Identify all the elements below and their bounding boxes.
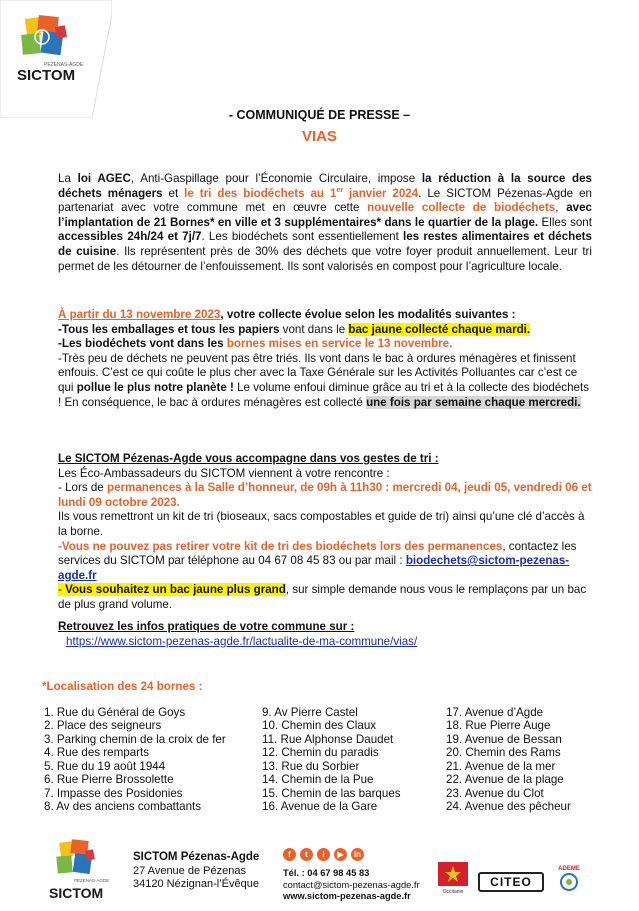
- list-item: 10. Chemin des Claux: [262, 719, 377, 733]
- info-section: Retrouvez les infos pratiques de votre commune sur : https://www.sictom-pezenas-agde.fr/lactualite-de-ma-commune/vias/: [58, 620, 418, 648]
- youtube-icon[interactable]: ▶: [334, 848, 347, 861]
- list-item: 19. Avenue de Bessan: [446, 732, 562, 746]
- commune-url-link[interactable]: https://www.sictom-pezenas-agde.fr/lactualite-de-ma-commune/vias/: [66, 634, 418, 648]
- intro-paragraph: La loi AGEC, Anti-Gaspillage pour l’Économie Circulaire, impose la réduction à la source des déchets ménagers et le tri des biodéchets au 1er janvier 2024. Le SICTOM Pézenas-Agde en partenariat avec votre commune met en œuvre cette nouvelle collecte de biodéchets, avec l’implantation de 21 Bornes* en ville et 3 supplémentaires* dans le quartier de la plage. Elles sont accessibles 24h/24 et 7j/7. Les biodéchets sont essentiellement les restes alimentaires et déchets de cuisine. Ils représentent près de 30% des déchets que votre foyer produit annuellement. Leur tri permet de les détourner de l’enfouissement. Ils sont valorisés en compost pour l’agriculture locale.: [58, 172, 593, 273]
- list-item: 14. Chemin de la Pue: [262, 773, 374, 787]
- list-item: 20. Chemin des Rams: [446, 746, 561, 760]
- contact-email: contact@sictom-pezenas-agde.fr: [283, 879, 420, 890]
- list-item: 7. Impasse des Posidonies: [44, 786, 183, 800]
- list-item: 13. Rue du Sorbier: [262, 759, 360, 773]
- list-item: 4. Rue des remparts: [44, 746, 150, 760]
- svg-text:SICTOM: SICTOM: [49, 885, 104, 901]
- footer-contact: Tél. : 04 67 98 45 83 contact@sictom-pezenas-agde.fr www.sictom-pezenas-agde.fr: [283, 868, 420, 902]
- list-item: 6. Rue Pierre Brossolette: [44, 773, 174, 787]
- list-item: 1. Rue du Général de Goys: [44, 706, 186, 719]
- occitanie-logo: [438, 862, 468, 896]
- list-item: 24. Avenue des pêcheur: [446, 800, 571, 814]
- list-item: 23. Avenue du Clot: [446, 786, 544, 800]
- svg-text:ADEME: ADEME: [558, 866, 580, 872]
- instagram-icon[interactable]: i: [317, 848, 330, 861]
- list-item: 21. Avenue de la mer: [446, 759, 556, 773]
- facebook-icon[interactable]: f: [283, 848, 296, 861]
- schedule-date: À partir du 13 novembre 2023: [58, 308, 221, 321]
- list-item: 18. Rue Pierre Auge: [446, 719, 551, 733]
- list-item: 22. Avenue de la plage: [446, 773, 564, 787]
- schedule-section: À partir du 13 novembre 2023, votre collecte évolue selon les modalités suivantes : -Tous les emballages et tous les papiers vont dans le bac jaune collecté chaque mardi. -Les biodéchets vont dans les bornes mises en service le 13 novembre. -Très peu de déchets ne peuvent pas être triés. Ils vont dans le bac à ordures ménagères et finissent enfouis. C’est ce qui coûte le plus cher avec la Taxe Générale sur les Activités Polluantes car c’est ce qui pollue le plus notre planète ! Le volume enfoui diminue grâce au tri et à la collecte des biodéchets ! En conséquence, le bac à ordures ménagères est collecté une fois par semaine chaque mercredi.: [58, 308, 590, 409]
- town-title: VIAS: [301, 128, 337, 145]
- footer-address: SICTOM Pézenas-Agde 27 Avenue de Pézenas 34120 Nézignan-l’Évêque: [133, 851, 260, 890]
- list-item: 5. Rue du 19 août 1944: [44, 759, 166, 773]
- social-links: [283, 848, 364, 861]
- support-title: Le SICTOM Pézenas-Agde vous accompagne dans vos gestes de tri :: [58, 452, 439, 465]
- locations-title: *Localisation des 24 bornes :: [42, 680, 203, 693]
- press-release-title: - COMMUNIQUÉ DE PRESSE –: [228, 108, 411, 122]
- twitter-icon[interactable]: t: [300, 848, 313, 861]
- support-section: Le SICTOM Pézenas-Agde vous accompagne dans vos gestes de tri : Les Éco-Ambassadeurs du SICTOM viennent à votre rencontre : - Lors de permanences à la Salle d’honneur, de 09h à 11h30 : mercredi 04, jeudi 05, vendredi 06 et lundi 09 octobre 2023. Ils vous remettront un kit de tri (bioseaux, sacs compostables et guide de tri) ainsi qu’une clé d’accès à la borne. -Vous ne pouvez pas retirer votre kit de tri des biodéchets lors des permanences, contactez les services du SICTOM par téléphone au 04 67 08 45 83 ou par mail : biodechets@sictom-pezenas-agde.fr - Vous souhaitez un bac jaune plus grand, sur simple demande nous vous le remplaçons par un bac de plus grand volume.: [58, 452, 592, 611]
- list-item: 11. Rue Alphonse Daudet: [262, 732, 394, 746]
- brand-name: SICTOM: [17, 67, 76, 84]
- locations-column-3: [446, 706, 571, 814]
- locations-column-2: [262, 706, 401, 814]
- brand-sub: PEZENAS-AGDE: [44, 62, 84, 68]
- website-link[interactable]: www.sictom-pezenas-agde.fr: [283, 891, 411, 902]
- locations-column-1: [44, 706, 226, 814]
- svg-text:Occitanie: Occitanie: [442, 889, 464, 895]
- email-link[interactable]: biodechets@sictom-pezenas-agde.fr: [58, 554, 570, 582]
- svg-text:PEZENAS-AGDE: PEZENAS-AGDE: [74, 878, 110, 883]
- footer-sictom-logo: [46, 838, 118, 908]
- list-item: 17. Avenue d’Agde: [446, 706, 544, 719]
- ademe-logo: [554, 862, 584, 898]
- list-item: 16. Avenue de la Gare: [262, 800, 378, 814]
- list-item: 8. Av des anciens combattants: [44, 800, 202, 814]
- list-item: 15. Chemin de las barques: [262, 786, 401, 800]
- list-item: 2. Place des seigneurs: [44, 719, 162, 733]
- linkedin-icon[interactable]: in: [351, 848, 364, 861]
- sictom-logo: [0, 0, 112, 118]
- citeo-logo: CITEO: [478, 872, 544, 892]
- list-item: 9. Av Pierre Castel: [262, 706, 358, 719]
- list-item: 3. Parking chemin de la croix de fer: [44, 732, 226, 746]
- list-item: 12. Chemin du paradis: [262, 746, 379, 760]
